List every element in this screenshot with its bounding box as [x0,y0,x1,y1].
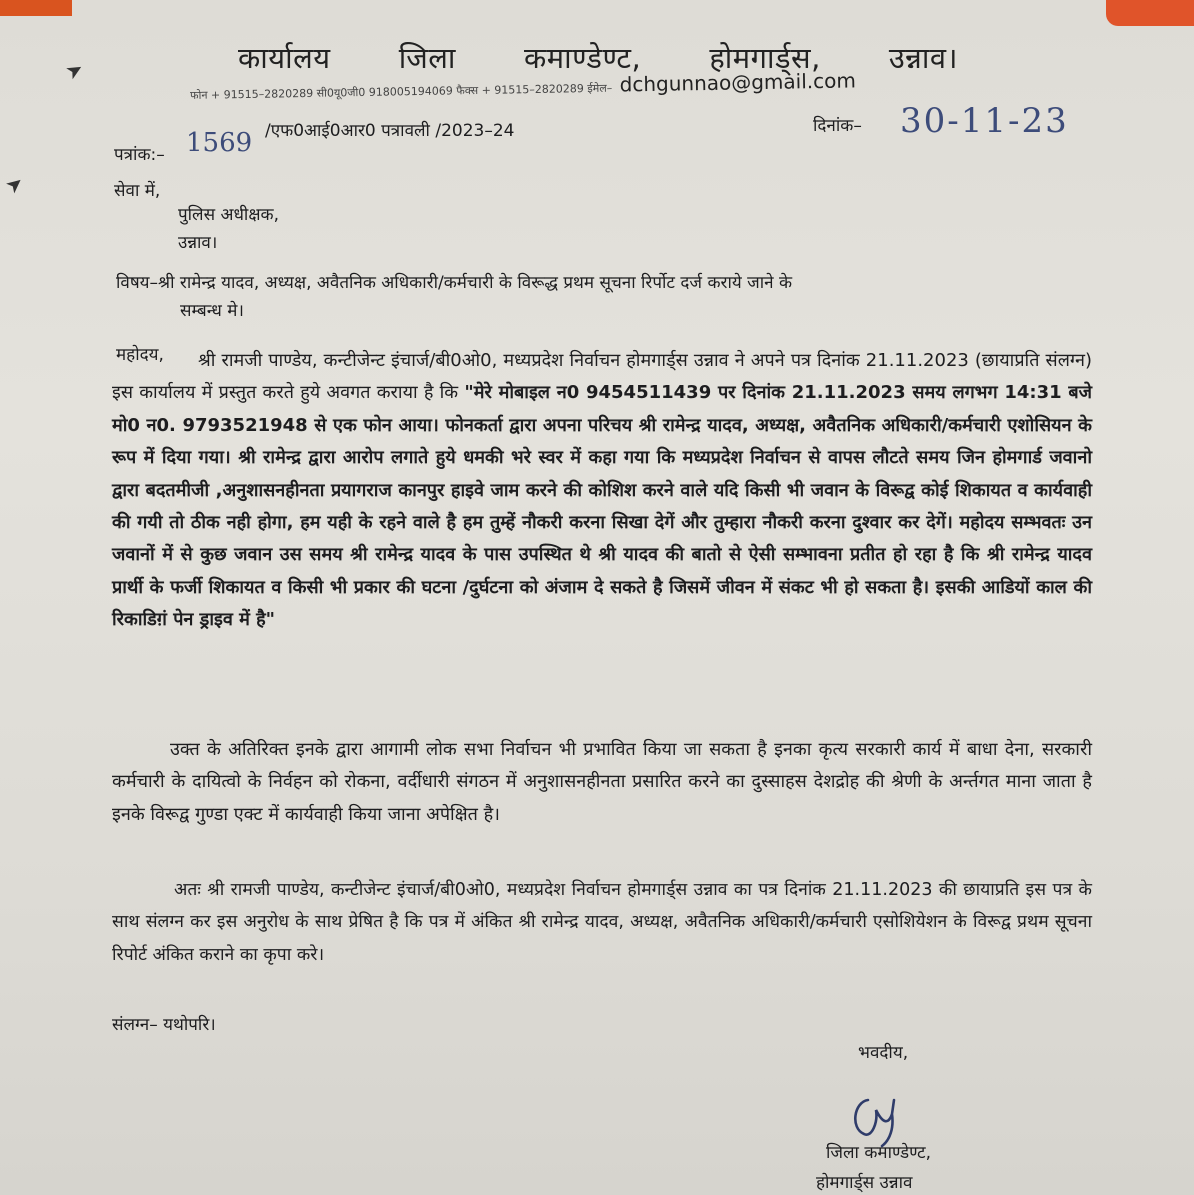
closing-office: होमगार्ड्स उन्नाव [816,1173,913,1193]
recipient-place: उन्नाव। [178,233,218,253]
city-word: उन्नाव। [888,41,958,75]
commandant-word: कमाण्डेण्ट, [524,41,642,75]
phone-fax-text: फोन + 91515–2820289 सी0यू0जी0 918005194069 फैक्स + 91515–2820289 ईमेल– [189,81,613,102]
recipient-designation: पुलिस अधीक्षक, [178,205,279,225]
file-reference: /एफ0आई0आर0 पत्रावली /2023–24 [265,121,515,141]
body-paragraph-1-intro: श्री रामजी पाण्डेय, कन्टीजेन्ट इंचार्ज/बी0ओ0, मध्यप्रदेश निर्वाचन होमगार्ड्स उन्नाव ने अपने पत्र दिनांक 21.11.2023 (छायाप्रति संलग्न) इस कार्यालय में प्रस्तुत करते हुये अवगत कराया है कि [112,350,1092,404]
body-paragraph-1-quote: "मेरे मोबाइल न0 9454511439 पर दिनांक 21.11.2023 समय लगभग 14:31 बजे मो0 न0. 9793521948 से एक फोन आया। फोनकर्ता द्वारा अपना परिचय श्री रामेन्द्र यादव, अध्यक्ष, अवैतनिक अधिकारी/कर्मचारी एशोसियन के रूप में दिया गया। श्री रामेन्द्र द्वारा आरोप लगाते हुये धमकी भरे स्वर में कहा गया कि मध्यप्रदेश निर्वाचन से वापस लौटते समय जिन होमगार्ड जवानो द्वारा बदतमीजी ,अनुशासनहीनता प्रयागराज कानपुर हाइवे जाम करने की कोशिश करने वाले यदि किसी भी जवान के विरूद्व कोई शिकायत व कार्यवाही की गयी तो ठीक नही होगा, हम यही के रहने वाले है हम तुम्हें नौकरी करना सिखा देगें और तुम्हारा नौकरी करना दुश्वार कर देगें। महोदय सम्भवतः उन जवानों में से कुछ जवान उस समय श्री रामेन्द्र यादव के पास उपस्थित थे श्री यादव की बातो से ऐसी सम्भावना प्रतीत हो रहा है कि श्री रामेन्द्र यादव प्रार्थी के फर्जी शिकायत व किसी भी प्रकार की घटना /दुर्घटना को अंजाम दे सकते है जिसमें जीवन में संकट भी हो सकता है। इसकी आडियों काल की रिकाडिग़ं पेन ड्राइव में है" [112,382,1092,631]
patrank-number-handwritten: 1569 [186,128,253,158]
subject-line-2: सम्बन्ध मे। [180,301,244,321]
enclosure-note: संलग्न– यथोपरि। [112,1015,216,1035]
email-text: dchgunnao@gmail.com [619,68,857,97]
subject-line-1 [116,268,1106,298]
date-label: दिनांक– [813,116,862,136]
punch-mark-top: ➤ [61,55,88,85]
corner-shadow [0,0,72,16]
closing-yours: भवदीय, [858,1043,909,1063]
homeguards-word: होमगार्ड्स, [709,41,821,75]
office-word: कार्यालय [238,41,331,75]
patrank-label: पत्रांक:– [114,145,165,165]
closing-designation: जिला कमाण्डेण्ट, [826,1143,932,1163]
seva-mein: सेवा में, [114,181,161,201]
date-handwritten: 30-11-23 [900,101,1069,141]
district-word: जिला [398,41,456,75]
body-paragraph-2: उक्त के अतिरिक्त इनके द्वारा आगामी लोक सभा निर्वाचन भी प्रभावित किया जा सकता है इनका कृत्य सरकारी कार्य में बाधा देना, सरकारी कर्मचारी के दायित्वो के निर्वहन को रोकना, वर्दीधारी संगठन में अनुशासनहीनता प्रसारित करने का दुस्साहस देशद्रोह की श्रेणी के अर्न्तगत माना जाता है इनके विरूद्व गुण्डा एक्ट में कार्यवाही किया जाना अपेक्षित है। [112,739,1092,825]
body-paragraph-1 [112,345,1092,637]
subject-label: विषय– [116,273,159,293]
punch-mark-left: ➤ [0,169,29,199]
corner-orange-patch [1106,0,1194,26]
salutation: महोदय, [116,345,164,365]
body-paragraph-3: अतः श्री रामजी पाण्डेय, कन्टीजेन्ट इंचार्ज/बी0ओ0, मध्यप्रदेश निर्वाचन होमगार्ड्स उन्नाव का पत्र दिनांक 21.11.2023 की छायाप्रति इस पत्र के साथ संलग्न कर इस अनुरोध के साथ प्रेषित है कि पत्र में अंकित श्री रामेन्द्र यादव, अध्यक्ष, अवैतनिक अधिकारी/कर्मचारी एसोशियेशन के विरूद्व प्रथम सूचना रिपोर्ट अंकित कराने का कृपा करे। [112,880,1092,965]
subject-text: श्री रामेन्द्र यादव, अध्यक्ष, अवैतनिक अधिकारी/कर्मचारी के विरूद्ध प्रथम सूचना रिर्पोट दर्ज कराये जाने के [158,273,793,293]
